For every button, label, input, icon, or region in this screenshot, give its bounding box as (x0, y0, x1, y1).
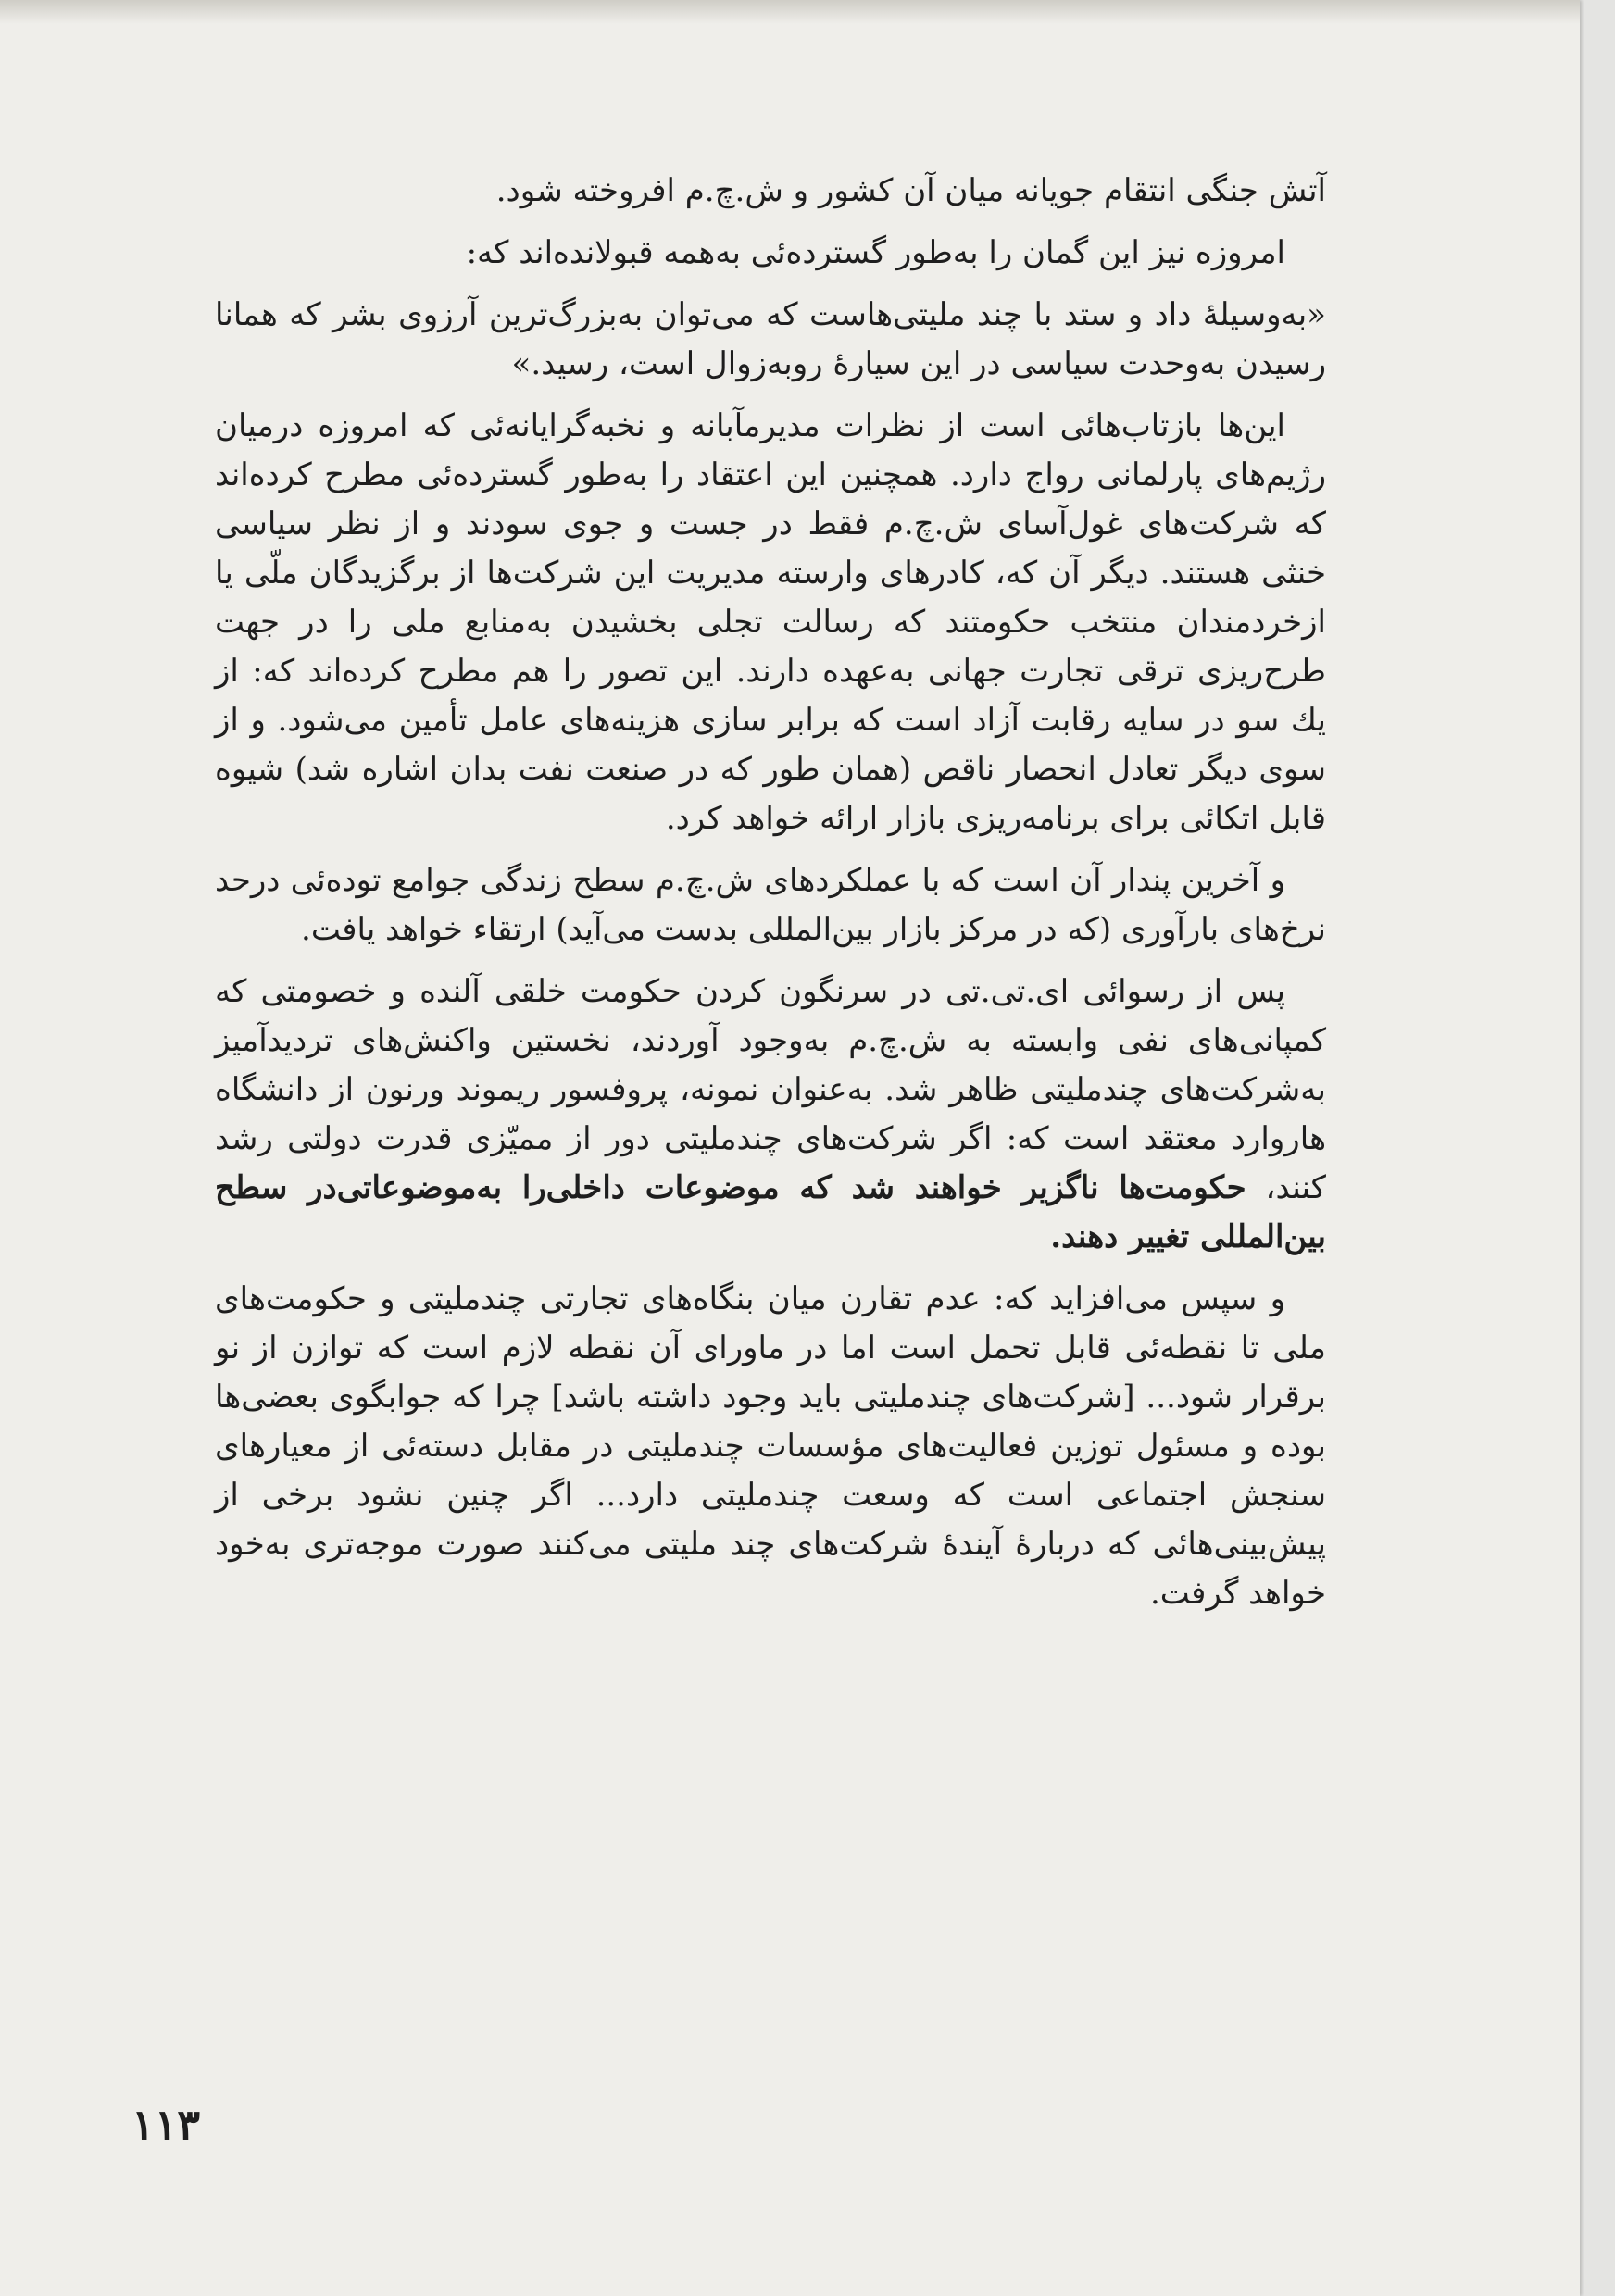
paragraph-6: و سپس می‌افزاید که: عدم تقارن میان بنگاه‌های تجارتی چندملیتی و حکومت‌های ملی تا نقطه‌ئی قابل تحمل است اما در ماورای آن نقطه لازم است که توازن از نو برقرار شود... [شرکت‌های چندملیتی باید وجود داشته باشد] چرا که جوابگوی بعضی‌ها بوده و مسئول توزین فعالیت‌های مؤسسات چندملیتی در مقابل دسته‌ئی از معیارهای سنجش اجتماعی است که وسعت چندملیتی دارد... اگر چنین نشود برخی از پیش‌بینی‌هائی که دربارهٔ آیندهٔ شرکت‌های چند ملیتی می‌کنند صورت موجه‌تری به‌خود خواهد گرفت. (215, 1280, 1326, 1612)
paragraph-4: و آخرین پندار آن است که با عملکردهای ش.چ.م سطح زندگی جوامع توده‌ئی درحد نرخ‌های بارآوری (که در مرکز بازار بین‌المللی بدست می‌آید) ارتقاء خواهد یافت. (215, 862, 1326, 948)
page-top-edge (0, 0, 1580, 24)
page-number: ۱۱۳ (131, 2100, 201, 2150)
paragraph-3: این‌ها بازتاب‌هائی است از نظرات مدیرمآبانه و نخبه‌گرایانه‌ئی که امروزه درمیان رژیم‌های پارلمانی رواج دارد. همچنین این اعتقاد را به‌طور گسترده‌ئی مطرح کرده‌اند که شرکت‌های غول‌آسای ش.چ.م فقط در جست و جوی سودند و از نظر سیاسی خنثی هستند. دیگر آن که، کادرهای وارسته مدیریت این شرکت‌ها از برگزیدگان ملّی یا ازخردمندان منتخب حکومتند که رسالت تجلی بخشیدن به‌منابع ملی را در جهت طرح‌ریزی ترقی تجارت جهانی به‌عهده دارند. این تصور را هم مطرح کرده‌اند که: از یك سو در سایه رقابت آزاد است که برابر سازی هزینه‌های عامل تأمین می‌شود. و از سوی دیگر تعادل انحصار ناقص (همان طور که در صنعت نفت بدان اشاره شد) شیوه قابل اتکائی برای برنامه‌ریزی بازار ارائه خواهد کرد. (215, 407, 1326, 837)
paragraph-5-text: پس از رسوائی ای.تی.تی در سرنگون کردن حکومت خلقی آلنده و خصومتی که کمپانی‌های نفی وابسته به ش.چ.م به‌وجود آوردند، نخستین واکنش‌های تردیدآمیز به‌شرکت‌های چندملیتی ظاهر شد. به‌عنوان نمونه، پروفسور ریموند ورنون از دانشگاه هاروارد معتقد است که: اگر شرکت‌های چندملیتی دور از ممیّزی قدرت دولتی رشد کنند، (215, 973, 1327, 1206)
quote-paragraph: «به‌وسیلهٔ داد و ستد با چند ملیتی‌هاست که می‌توان به‌بزرگ‌ترین آرزوی بشر که همانا رسیدن به‌وحدت سیاسی در این سیارهٔ رو‌به‌زوال است، رسید.» (215, 296, 1326, 382)
paragraph-2: امروزه نیز این گمان را به‌طور گسترده‌ئی به‌همه قبولانده‌اند که: (466, 234, 1285, 271)
paragraph-1: آتش جنگی انتقام جویانه میان آن کشور و ش.چ.م افروخته شود. (495, 172, 1326, 209)
body-text (215, 167, 1326, 1631)
paragraph-5-bold-text: حکومت‌ها ناگزیر خواهند شد که موضوعات داخلی‌را به‌موضوعاتی‌در سطح بین‌المللی تغییر دهند. (215, 1169, 1326, 1255)
paragraph-5 (215, 967, 1326, 1262)
